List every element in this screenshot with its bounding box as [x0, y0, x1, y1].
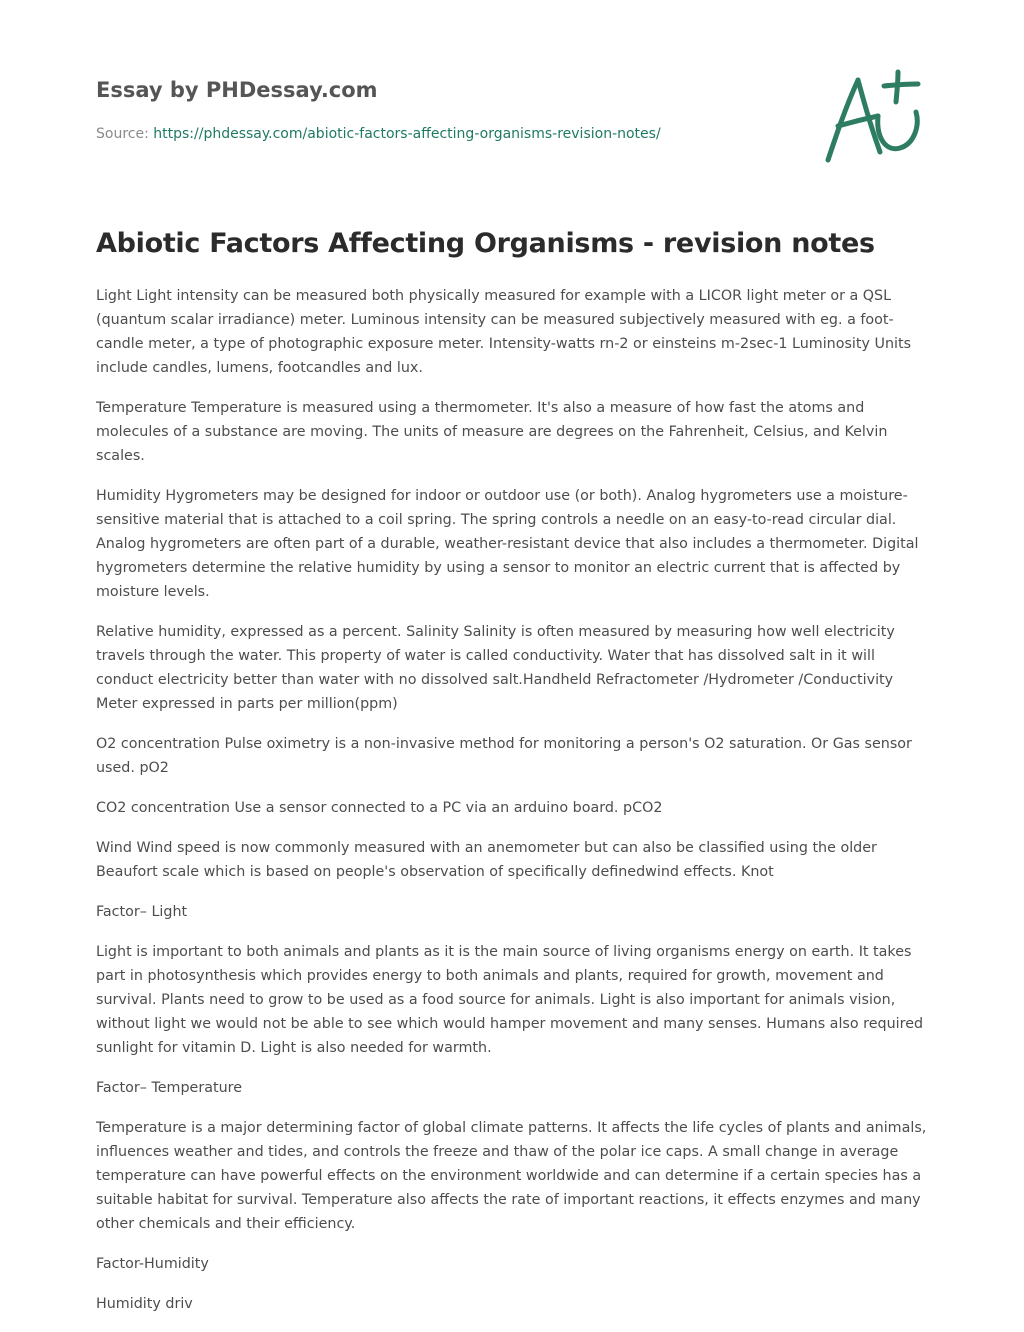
- source-link[interactable]: https://phdessay.com/abiotic-factors-affecting-organisms-revision-notes/: [153, 126, 661, 142]
- paragraph: CO2 concentration Use a sensor connected to a PC via an arduino board. pCO2: [96, 800, 663, 816]
- brand-title: Essay by PHDessay.com: [96, 78, 378, 102]
- paragraph: O2 concentration Pulse oximetry is a non-invasive method for monitoring a person's O2 saturation. Or Gas sensor used. pO2: [96, 736, 912, 776]
- paragraph: Temperature is a major determining factor of global climate patterns. It affects the life cycles of plants and animals, influences weather and tides, and controls the freeze and thaw of the polar ice caps. A small change in average temperature can have powerful effects on the environment worldwide and can determine if a certain species has a suitable habitat for survival. Temperature also affects the rate of important reactions, it effects enzymes and many other chemicals and their efficiency.: [96, 1120, 927, 1232]
- section-heading-humidity: Factor-Humidity: [96, 1256, 209, 1272]
- source-line: [96, 124, 856, 144]
- document-header: [96, 72, 856, 144]
- page-title: Abiotic Factors Affecting Organisms - revision notes: [96, 228, 875, 259]
- source-label: Source:: [96, 126, 154, 142]
- essay-body: [96, 284, 936, 1332]
- paragraph: Humidity driv: [96, 1296, 193, 1312]
- a-plus-logo-icon: [820, 66, 930, 166]
- section-heading-temperature: Factor– Temperature: [96, 1080, 243, 1096]
- paragraph: Light is important to both animals and plants as it is the main source of living organisms energy on earth. It takes part in photosynthesis which provides energy to both animals and plants, required for growth, movement and survival. Plants need to grow to be used as a food source for animals. Light is also important for animals vision, without light we would not be able to see which would hamper movement and many senses. Humans also required sunlight for vitamin D. Light is also needed for warmth.: [96, 944, 924, 1056]
- paragraph: Relative humidity, expressed as a percent. Salinity Salinity is often measured by measuring how well electricity travels through the water. This property of water is called conductivity. Water that has dissolved salt in it will conduct electricity better than water with no dissolved salt.Handheld Refractometer /Hydrometer /Conductivity Meter expressed in parts per million(ppm): [96, 624, 895, 712]
- paragraph: Light Light intensity can be measured both physically measured for example with a LICOR light meter or a QSL (quantum scalar irradiance) meter. Luminous intensity can be measured subjectively measured with eg. a foot-candle meter, a type of photographic exposure meter. Intensity-watts rn-2 or einsteins m-2sec-1 Luminosity Units include candles, lumens, footcandles and lux.: [96, 288, 912, 376]
- section-heading-light: Factor– Light: [96, 904, 188, 920]
- paragraph: Temperature Temperature is measured using a thermometer. It's also a measure of how fast the atoms and molecules of a substance are moving. The units of measure are degrees on the Fahrenheit, Celsius, and Kelvin scales.: [96, 400, 888, 464]
- paragraph: Wind Wind speed is now commonly measured with an anemometer but can also be classified using the older Beaufort scale which is based on people's observation of specifically definedwind effects. Knot: [96, 840, 877, 880]
- paragraph: Humidity Hygrometers may be designed for indoor or outdoor use (or both). Analog hygrometers use a moisture-sensitive material that is attached to a coil spring. The spring controls a needle on an easy-to-read circular dial. Analog hygrometers are often part of a durable, weather-resistant device that also includes a thermometer. Digital hygrometers determine the relative humidity by using a sensor to monitor an electric current that is affected by moisture levels.: [96, 488, 919, 600]
